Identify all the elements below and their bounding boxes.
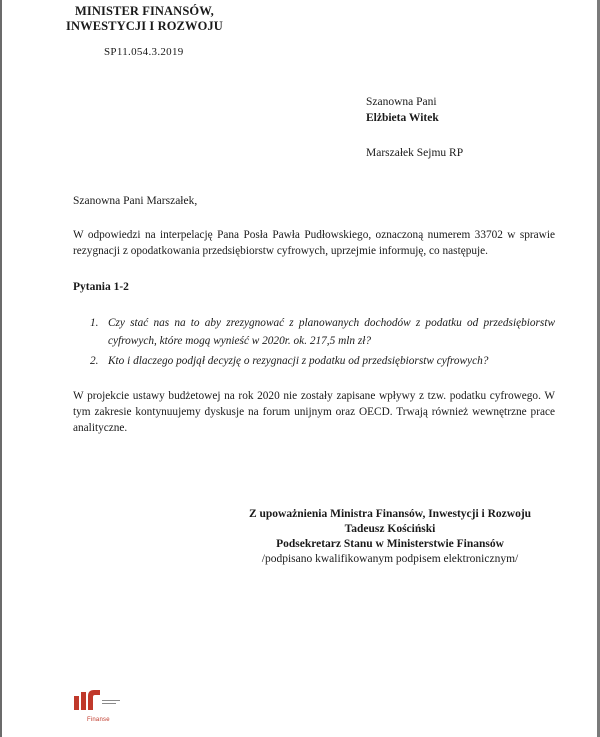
question-text: Czy stać nas na to aby zrezygnować z planowanych dochodów z podatku od przedsiębiorstw cyfrowych, które mogą wynieść w 2020r. ok. 217,5 mln zł?: [108, 317, 555, 347]
reference-number: SP11.054.3.2019: [104, 46, 184, 58]
questions-heading: Pytania 1-2: [73, 281, 129, 293]
salutation: Szanowna Pani Marszałek,: [73, 195, 198, 207]
signatory-name: Tadeusz Kościński: [344, 523, 436, 535]
intro-paragraph: W odpowiedzi na interpelację Pana Posła Pawła Pudłowskiego, oznaczoną numerem 33702 w sprawie rezygnacji z opodatkowania przedsiębiorstw cyfrowych, uprzejmie informuję, co następuje.: [73, 229, 555, 257]
electronic-signature-note: /podpisano kwalifikowanym podpisem elektronicznym/: [261, 553, 519, 565]
signature-authorization: Z upoważnienia Ministra Finansów, Inwestycji i Rozwoju: [248, 508, 532, 520]
signatory-position: Podsekretarz Stanu w Ministerstwie Finansów: [276, 538, 504, 550]
addressee-title: Marszałek Sejmu RP: [366, 147, 464, 159]
signature-block: [210, 507, 570, 567]
ministry-header: [66, 4, 223, 34]
answer-paragraph: W projekcie ustawy budżetowej na rok 2020 nie zostały zapisane wpływy z tzw. podatku cyfrowego. W tym zakresie kontynuujemy dyskusje na forum unijnym oraz OECD. Trwają również wewnętrzne prace analityczne.: [73, 390, 555, 434]
addressee-name: Elżbieta Witek: [366, 112, 439, 124]
ministry-name-line2: INWESTYCJI I ROZWOJU: [66, 19, 223, 33]
left-page-border: [0, 0, 2, 737]
question-item: [73, 352, 555, 370]
question-number: 1.: [90, 317, 99, 329]
questions-list: [73, 314, 555, 370]
question-text: Kto i dlaczego podjął decyzję o rezygnacji z podatku od przedsiębiorstw cyfrowych?: [108, 355, 489, 367]
addressee-greeting: Szanowna Pani: [366, 96, 437, 108]
question-number: 2.: [90, 355, 99, 367]
question-item: [73, 314, 555, 350]
ministry-name-line1: MINISTER FINANSÓW,: [75, 4, 214, 18]
ministry-logo-text: Finanse: [87, 717, 110, 723]
